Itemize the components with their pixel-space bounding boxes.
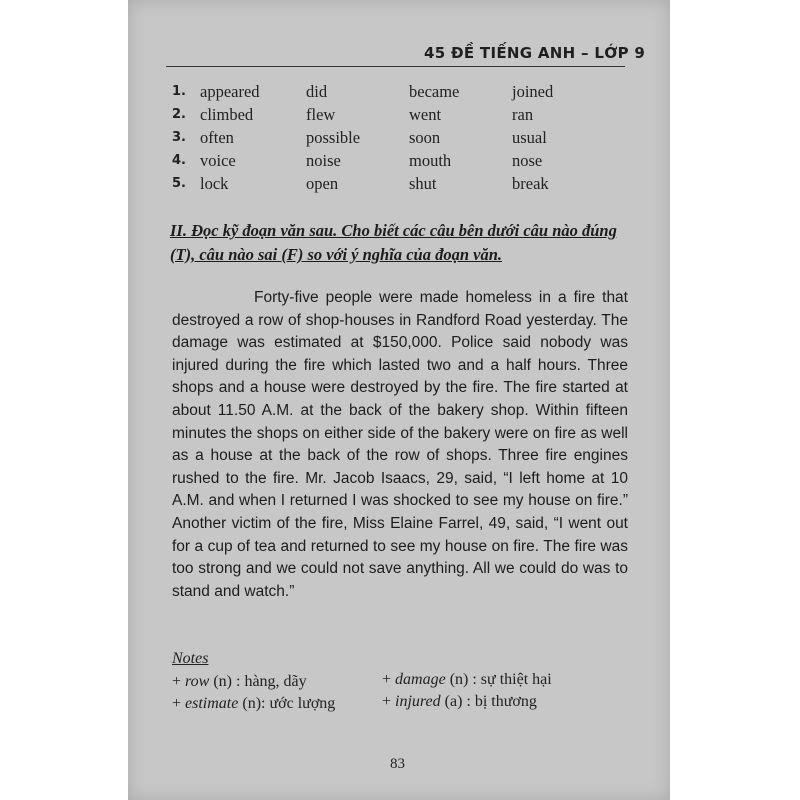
note-pos: (n): [238,695,270,712]
word-cell: joined [512,81,554,101]
word-cell: lock [200,173,229,193]
note-meaning: bị thương [474,693,537,710]
word-table [172,80,592,195]
note-item [172,695,335,713]
note-pos: (a) : [440,693,475,710]
word-cell: soon [409,127,441,147]
word-row [172,126,592,149]
section-heading: II. Đọc kỹ đoạn văn sau. Cho biết các câu bên dưới câu nào đúng (T), câu nào sai (F) so với ý nghĩa của đoạn văn. [170,221,617,264]
note-prefix: + [382,671,396,688]
header-rule [166,66,625,67]
note-item [382,671,552,689]
note-pos: (n) : [209,673,245,690]
note-word: damage [395,671,446,688]
page-header: 45 ĐỀ TIẾNG ANH – LỚP 9 [424,44,646,62]
book-page [128,0,670,800]
word-cell: flew [306,104,336,124]
notes-heading: Notes [172,650,209,667]
word-cell: possible [306,127,361,147]
note-meaning: sự thiệt hại [480,671,552,688]
word-cell: noise [306,150,341,170]
row-number: 5. [172,176,186,191]
word-cell: became [409,81,460,101]
note-item [172,673,307,691]
note-word: injured [395,693,441,710]
word-row [172,103,592,126]
reading-passage: Forty-five people were made homeless in a fire that destroyed a row of shop-houses in Randford Road yesterday. The damage was estimated at $150,000. Police said nobody was injured during the fire which lasted two and a half hours. Three shops and a house were destroyed by the fire. The fire started at about 11.50 A.M. at the back of the bakery shop. Within fifteen minutes the shops on either side of the bakery were on fire as well as a house at the back of the row of shops. Three fire engines rushed to the fire. Mr. Jacob Isaacs, 29, said, “I left home at 10 A.M. and when I returned I was shocked to see my house on fire.” Another victim of the fire, Miss Elaine Farrel, 49, said, “I went out for a cup of tea and returned to see my house on fire. The fire was too strong and we could not save anything. All we could do was to stand and watch.” [172,289,628,600]
word-cell: break [512,173,549,193]
word-cell: shut [409,173,437,193]
word-cell: ran [512,104,534,124]
row-number: 2. [172,107,186,122]
word-cell: climbed [200,104,254,124]
word-cell: usual [512,127,547,147]
word-row [172,149,592,172]
note-prefix: + [172,673,186,690]
note-item [382,693,537,711]
word-cell: voice [200,150,236,170]
page-number: 83 [390,756,405,772]
word-row [172,80,592,103]
row-number: 1. [172,84,186,99]
word-cell: often [200,127,234,147]
note-pos: (n) : [445,671,481,688]
word-cell: mouth [409,150,452,170]
note-prefix: + [382,693,396,710]
note-meaning: hàng, dãy [244,673,307,690]
note-word: estimate [185,695,239,712]
word-cell: did [306,81,328,101]
word-cell: open [306,173,339,193]
word-cell: nose [512,150,543,170]
row-number: 3. [172,130,186,145]
note-word: row [185,673,210,690]
row-number: 4. [172,153,186,168]
note-meaning: ước lượng [269,695,336,712]
word-cell: went [409,104,442,124]
word-cell: appeared [200,81,260,101]
word-row [172,172,592,195]
note-prefix: + [172,695,186,712]
